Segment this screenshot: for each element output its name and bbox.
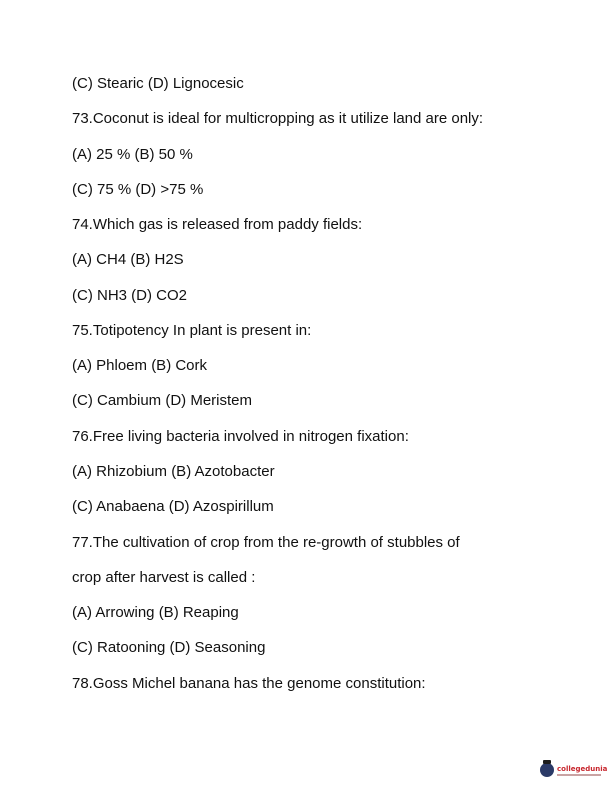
- options-line: (A) 25 % (B) 50 %: [72, 146, 193, 163]
- logo-tagline-mark: [557, 774, 601, 776]
- question-76: 76.Free living bacteria involved in nitrogen fixation:: [72, 428, 409, 445]
- options-line: (A) Arrowing (B) Reaping: [72, 604, 239, 621]
- question-75: 75.Totipotency In plant is present in:: [72, 322, 312, 339]
- options-line: (A) CH4 (B) H2S: [72, 251, 184, 268]
- options-line: (C) NH3 (D) CO2: [72, 287, 187, 304]
- question-77-continued: crop after harvest is called :: [72, 569, 256, 586]
- question-77: 77.The cultivation of crop from the re-growth of stubbles of: [72, 534, 460, 551]
- question-78: 78.Goss Michel banana has the genome constitution:: [72, 675, 426, 692]
- options-line: (A) Phloem (B) Cork: [72, 357, 208, 374]
- options-line: (C) 75 % (D) >75 %: [72, 181, 204, 198]
- text-line: (C) Stearic (D) Lignocesic: [72, 75, 244, 92]
- question-74: 74.Which gas is released from paddy fields:: [72, 216, 363, 233]
- options-line: (A) Rhizobium (B) Azotobacter: [72, 463, 275, 480]
- collegedunia-logo: [540, 760, 606, 780]
- mascot-logo-icon: [540, 763, 554, 777]
- question-73: 73.Coconut is ideal for multicropping as it utilize land are only:: [72, 110, 484, 127]
- options-line: (C) Ratooning (D) Seasoning: [72, 639, 266, 656]
- options-line: (C) Anabaena (D) Azospirillum: [72, 498, 274, 515]
- options-line: (C) Cambium (D) Meristem: [72, 392, 252, 409]
- logo-brand-text: collegedunia: [557, 764, 608, 773]
